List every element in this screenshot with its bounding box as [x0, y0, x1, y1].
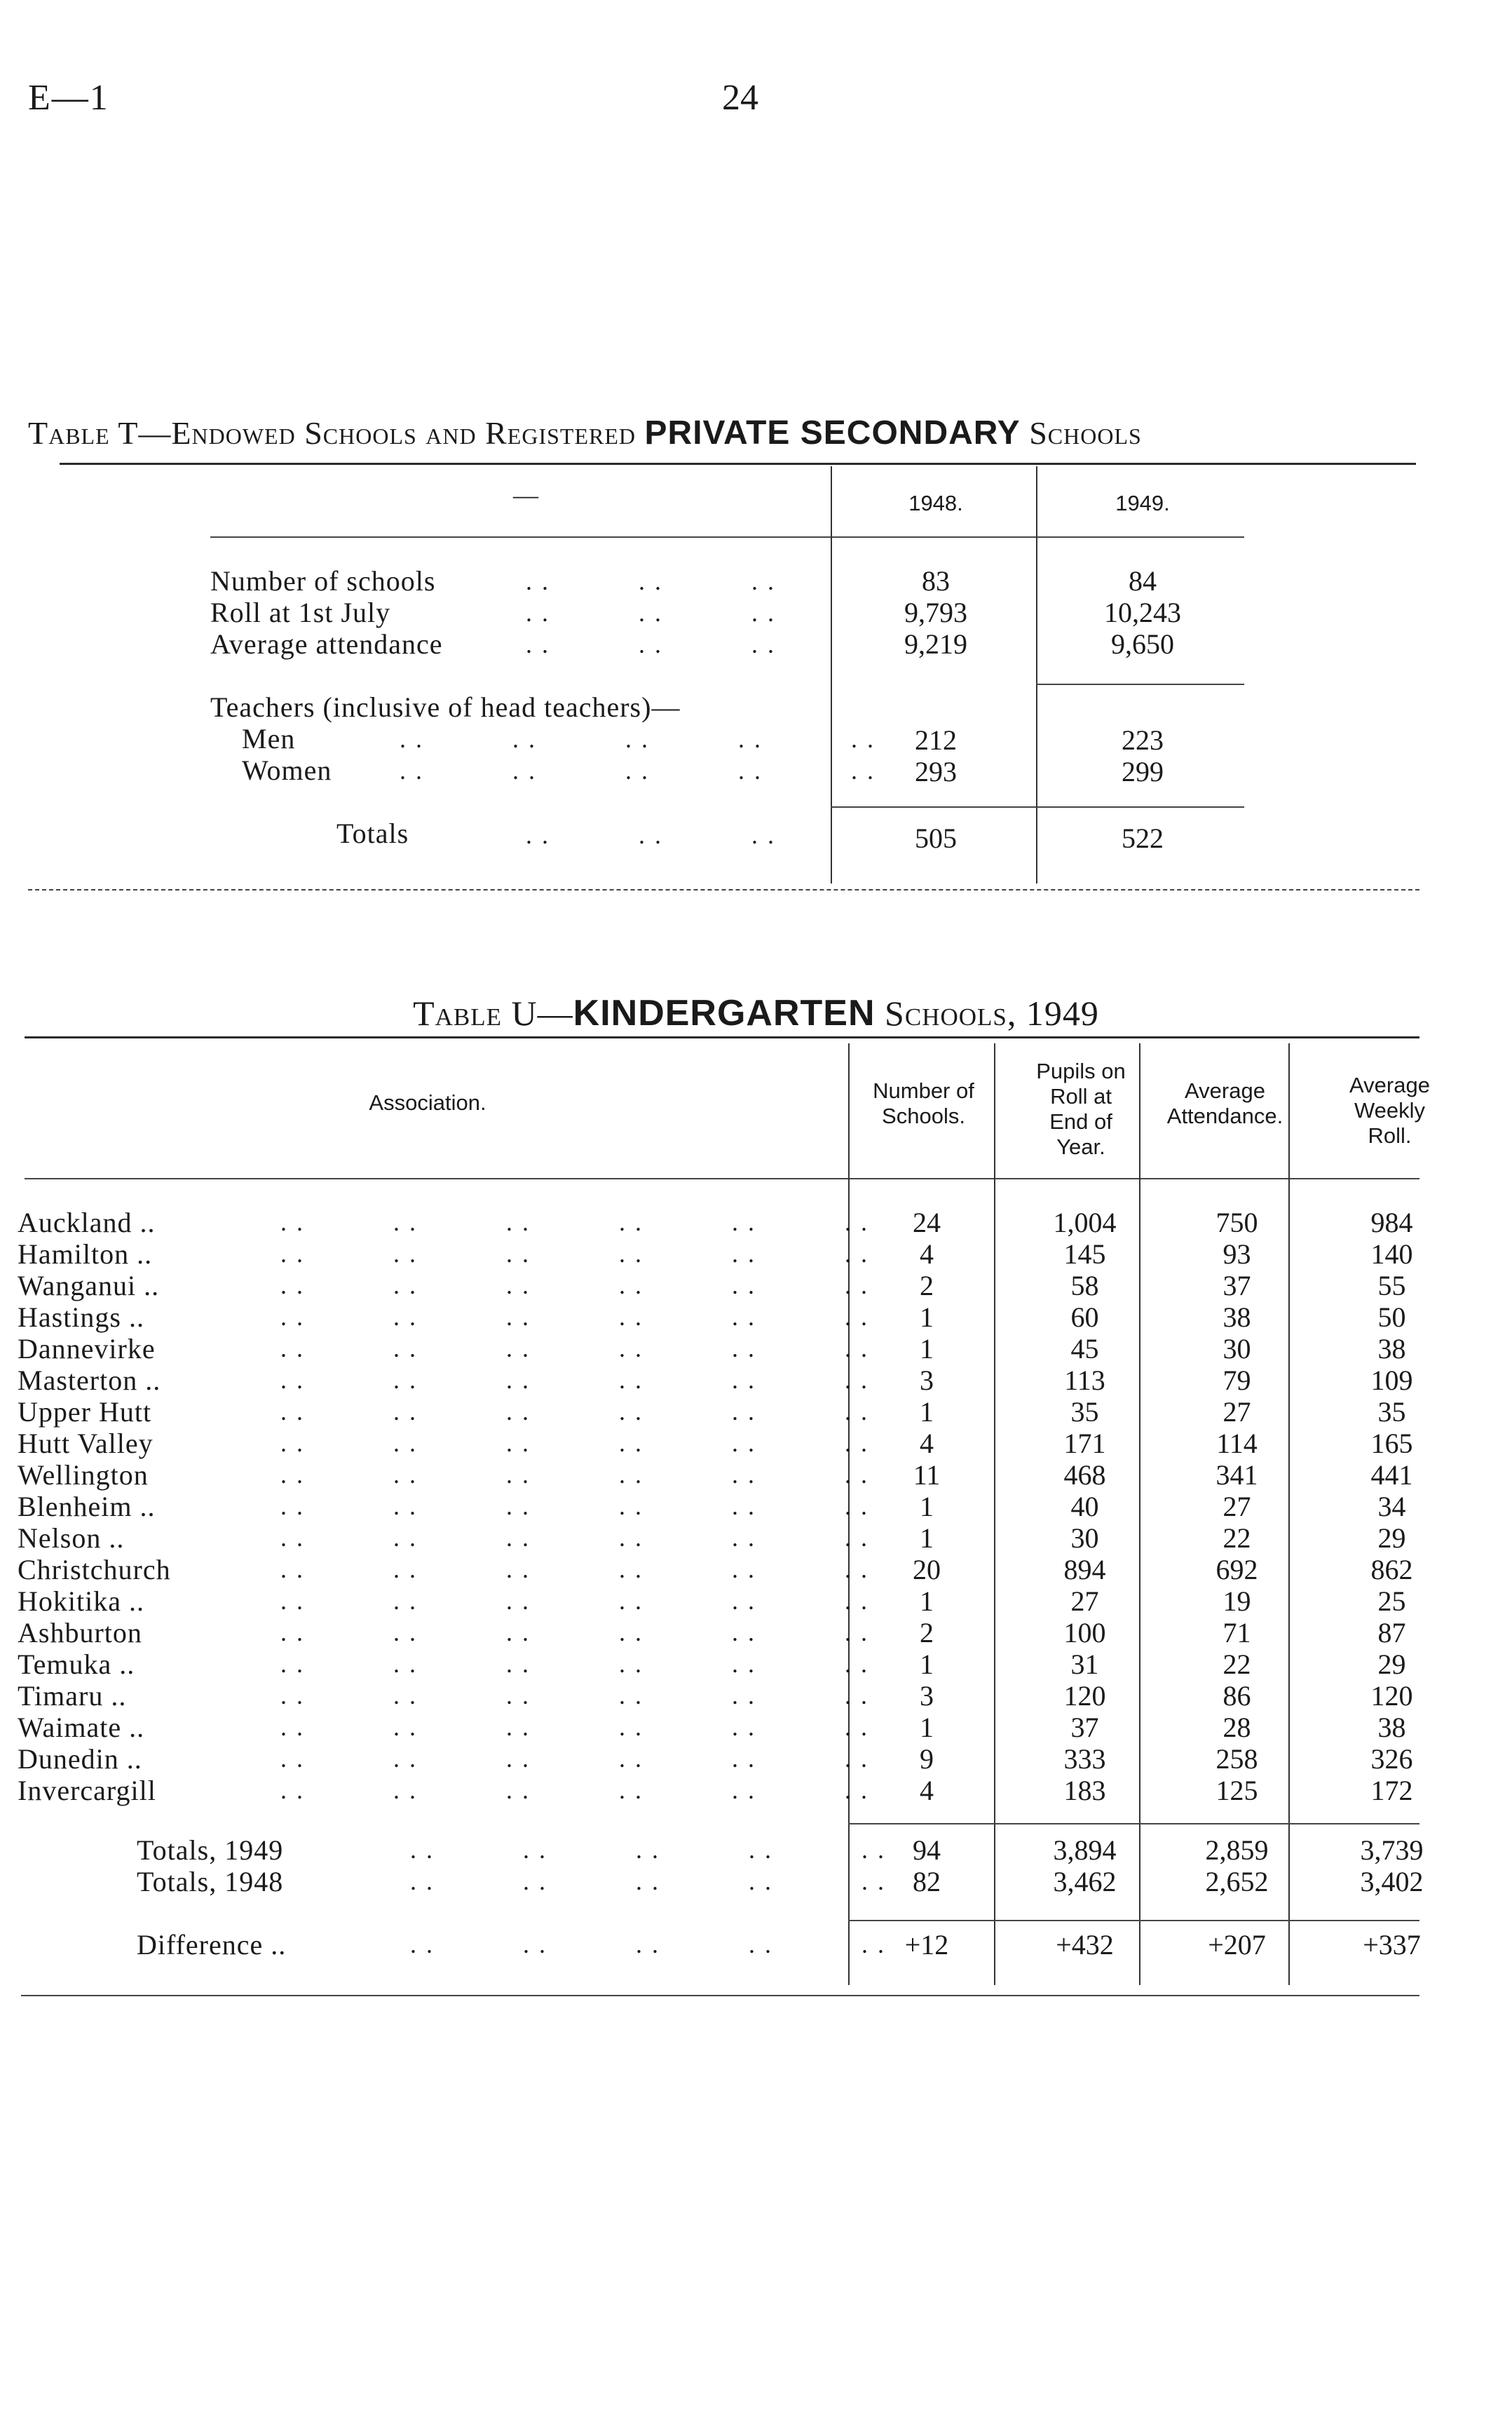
cell-schools: 20	[913, 1554, 941, 1585]
cell-pupils: 100	[1063, 1617, 1106, 1648]
cell-schools: 4	[920, 1775, 934, 1806]
cell-attendance: 19	[1222, 1585, 1251, 1617]
table-row	[0, 1490, 1512, 1522]
header-line: Pupils on	[1036, 1059, 1126, 1083]
cell-schools: 1	[920, 1712, 934, 1743]
table-t-row-label: Average attendance	[210, 628, 443, 660]
cell-pupils: 183	[1063, 1775, 1106, 1806]
cell-pupils: 3,894	[1053, 1834, 1117, 1866]
cell-attendance: 341	[1215, 1459, 1258, 1491]
row-label: Nelson ..	[18, 1522, 125, 1554]
cell-pupils: 58	[1070, 1270, 1099, 1301]
leader-dots: .. .. .. .. ..	[410, 1930, 894, 1958]
header-line: Schools.	[882, 1104, 965, 1128]
table-row	[0, 1679, 1512, 1711]
table-t-bottom-rule	[28, 889, 1419, 891]
cell-schools: 1	[920, 1491, 934, 1522]
table-row	[0, 1364, 1512, 1395]
cell-schools: 82	[913, 1866, 941, 1897]
table-t-title	[28, 414, 1142, 452]
cell-attendance: 2,652	[1205, 1866, 1269, 1897]
cell-attendance: 86	[1222, 1680, 1251, 1712]
cell-attendance: 27	[1222, 1396, 1251, 1428]
table-t-totals-label: Totals	[336, 818, 409, 849]
header-line: Weekly	[1354, 1098, 1426, 1123]
leader-dots: .. .. .. .. .. ..	[280, 1776, 877, 1804]
leader-dots: .. .. .. .. ..	[400, 757, 883, 785]
row-label: Totals, 1949	[137, 1834, 284, 1866]
table-row	[0, 1332, 1512, 1364]
table-u-totals-rule	[848, 1823, 1419, 1824]
table-row	[0, 1834, 1512, 1865]
leader-dots: .. .. .. .. ..	[410, 1836, 894, 1864]
header-line: Roll.	[1368, 1123, 1412, 1148]
table-t-title-part2: Schools	[1020, 415, 1142, 451]
table-row	[0, 1522, 1512, 1553]
leader-dots: .. .. .. .. .. ..	[280, 1334, 877, 1362]
leader-dots: .. .. .. .. .. ..	[280, 1650, 877, 1678]
table-t-cell: 9,650	[1111, 628, 1174, 660]
cell-pupils: 145	[1063, 1238, 1106, 1270]
table-t-row-label: Men	[242, 723, 296, 754]
cell-weekly: 140	[1370, 1238, 1413, 1270]
leader-dots: .. .. .. .. .. ..	[280, 1366, 877, 1394]
table-u-title-part1: Table U—	[413, 994, 573, 1033]
header-line: Roll at	[1050, 1084, 1112, 1109]
table-row	[0, 1269, 1512, 1301]
table-u-header-rule	[25, 1178, 1419, 1179]
table-row	[0, 1585, 1512, 1616]
leader-dots: .. .. .. .. .. ..	[280, 1240, 877, 1268]
leader-dots: .. .. .. .. .. ..	[280, 1555, 877, 1583]
table-t-cell: 299	[1122, 756, 1164, 787]
table-row	[0, 1238, 1512, 1269]
cell-weekly: 29	[1377, 1648, 1406, 1680]
cell-pupils: 113	[1064, 1365, 1105, 1396]
cell-weekly: 984	[1370, 1207, 1413, 1238]
cell-weekly: 3,402	[1360, 1866, 1424, 1897]
cell-weekly: 34	[1377, 1491, 1406, 1522]
page-id: E—1	[28, 78, 109, 118]
table-t-top-rule	[60, 463, 1416, 465]
cell-weekly: 87	[1377, 1617, 1406, 1648]
table-row	[0, 1648, 1512, 1679]
cell-weekly: 120	[1370, 1680, 1413, 1712]
row-label: Auckland ..	[18, 1207, 156, 1238]
leader-dots: .. .. .. .. .. ..	[280, 1492, 877, 1520]
table-u-title	[0, 992, 1512, 1034]
cell-weekly: 55	[1377, 1270, 1406, 1301]
cell-attendance: 79	[1222, 1365, 1251, 1396]
table-t-cell: 522	[1122, 822, 1164, 854]
table-u-header-schools	[852, 1078, 995, 1129]
cell-weekly: 38	[1377, 1333, 1406, 1365]
row-label: Hutt Valley	[18, 1428, 154, 1459]
leader-dots: .. .. .. .. .. ..	[280, 1397, 877, 1426]
table-t-row-label: Roll at 1st July	[210, 597, 391, 628]
cell-schools: 11	[913, 1459, 941, 1491]
leader-dots: .. .. .. .. .. ..	[280, 1587, 877, 1615]
cell-attendance: 258	[1215, 1743, 1258, 1775]
table-t-cell: 9,793	[904, 597, 967, 628]
leader-dots: .. .. .. .. .. ..	[280, 1681, 877, 1709]
cell-weekly: 25	[1377, 1585, 1406, 1617]
cell-weekly: 172	[1370, 1775, 1413, 1806]
table-row	[0, 1427, 1512, 1458]
leader-dots: .. .. ..	[526, 821, 784, 849]
cell-weekly: 441	[1370, 1459, 1413, 1491]
cell-schools: +12	[904, 1929, 949, 1961]
leader-dots: .. .. .. .. .. ..	[280, 1745, 877, 1773]
row-label: Dannevirke	[18, 1333, 156, 1365]
header-line: Attendance.	[1166, 1104, 1283, 1128]
cell-pupils: 60	[1070, 1301, 1099, 1333]
cell-weekly: 35	[1377, 1396, 1406, 1428]
cell-pupils: 120	[1063, 1680, 1106, 1712]
table-row	[0, 1711, 1512, 1742]
table-u-bottom-rule	[21, 1995, 1419, 1996]
leader-dots: .. .. .. .. .. ..	[280, 1524, 877, 1552]
cell-weekly: 29	[1377, 1522, 1406, 1554]
row-label: Masterton ..	[18, 1365, 161, 1396]
cell-attendance: 28	[1222, 1712, 1251, 1743]
table-u-title-part2: Schools, 1949	[875, 994, 1099, 1033]
row-label: Wanganui ..	[18, 1270, 160, 1301]
leader-dots: .. .. ..	[526, 567, 784, 595]
row-label: Waimate ..	[18, 1712, 145, 1743]
row-label: Totals, 1948	[137, 1866, 284, 1897]
leader-dots: .. .. .. .. ..	[400, 725, 883, 753]
cell-attendance: 30	[1222, 1333, 1251, 1365]
cell-attendance: 125	[1215, 1775, 1258, 1806]
cell-pupils: 31	[1070, 1648, 1099, 1680]
cell-attendance: 27	[1222, 1491, 1251, 1522]
table-t-cell: 505	[915, 822, 957, 854]
row-label: Difference ..	[137, 1929, 287, 1961]
cell-attendance: 750	[1215, 1207, 1258, 1238]
table-row	[0, 1742, 1512, 1774]
table-u-title-bold: KINDERGARTEN	[573, 993, 876, 1034]
cell-pupils: 45	[1070, 1333, 1099, 1365]
table-t-title-part1: Table T—Endowed Schools and Registered	[28, 415, 645, 451]
table-t-row-label: Number of schools	[210, 565, 436, 597]
row-label: Hamilton ..	[18, 1238, 153, 1270]
leader-dots: .. .. .. .. ..	[410, 1867, 894, 1895]
page-number: 24	[722, 78, 758, 118]
table-t-cell: 223	[1122, 724, 1164, 756]
table-t-title-bold: PRIVATE SECONDARY	[644, 414, 1021, 452]
table-u-header-attendance	[1139, 1078, 1311, 1129]
cell-schools: 2	[920, 1617, 934, 1648]
row-label: Wellington	[18, 1459, 149, 1491]
cell-weekly: 38	[1377, 1712, 1406, 1743]
table-row	[0, 1865, 1512, 1897]
row-label: Christchurch	[18, 1554, 171, 1585]
cell-pupils: 40	[1070, 1491, 1099, 1522]
cell-pupils: 27	[1070, 1585, 1099, 1617]
cell-pupils: 30	[1070, 1522, 1099, 1554]
header-line: Average	[1349, 1073, 1430, 1097]
cell-schools: 9	[920, 1743, 934, 1775]
header-line: Average	[1185, 1078, 1265, 1103]
cell-attendance: 37	[1222, 1270, 1251, 1301]
leader-dots: .. .. .. .. .. ..	[280, 1303, 877, 1331]
cell-schools: 4	[920, 1428, 934, 1459]
header-line: Year.	[1056, 1135, 1105, 1159]
cell-schools: 2	[920, 1270, 934, 1301]
table-t-header-rule	[210, 536, 1244, 538]
row-label: Invercargill	[18, 1775, 156, 1806]
table-row	[0, 1395, 1512, 1427]
cell-attendance: 692	[1215, 1554, 1258, 1585]
cell-pupils: 35	[1070, 1396, 1099, 1428]
table-t-row-label: Women	[242, 754, 332, 786]
cell-schools: 1	[920, 1396, 934, 1428]
cell-weekly: 109	[1370, 1365, 1413, 1396]
table-t-mid-rule	[1036, 684, 1244, 685]
row-label: Temuka ..	[18, 1648, 135, 1680]
cell-pupils: 171	[1063, 1428, 1106, 1459]
cell-schools: 3	[920, 1365, 934, 1396]
leader-dots: .. .. .. .. .. ..	[280, 1271, 877, 1299]
row-label: Dunedin ..	[18, 1743, 142, 1775]
table-t-col-1948: 1948.	[908, 491, 963, 515]
cell-pupils: 3,462	[1053, 1866, 1117, 1897]
cell-pupils: 468	[1063, 1459, 1106, 1491]
cell-attendance: 38	[1222, 1301, 1251, 1333]
table-u-header-association: Association.	[369, 1090, 486, 1115]
cell-weekly: +337	[1363, 1929, 1421, 1961]
cell-pupils: 894	[1063, 1554, 1106, 1585]
table-t-cell: 84	[1129, 565, 1157, 597]
header-line: End of	[1049, 1109, 1112, 1134]
cell-pupils: 37	[1070, 1712, 1099, 1743]
cell-schools: 1	[920, 1585, 934, 1617]
cell-attendance: 114	[1216, 1428, 1258, 1459]
cell-weekly: 326	[1370, 1743, 1413, 1775]
cell-schools: 1	[920, 1333, 934, 1365]
row-label: Ashburton	[18, 1617, 142, 1648]
cell-weekly: 165	[1370, 1428, 1413, 1459]
leader-dots: .. .. .. .. .. ..	[280, 1208, 877, 1236]
cell-attendance: 2,859	[1205, 1834, 1269, 1866]
cell-schools: 4	[920, 1238, 934, 1270]
table-row	[0, 1206, 1512, 1238]
cell-schools: 94	[913, 1834, 941, 1866]
table-t-teachers-heading: Teachers (inclusive of head teachers)—	[210, 691, 681, 723]
table-row	[0, 1458, 1512, 1490]
table-t-header-dash: —	[513, 481, 538, 509]
cell-schools: 1	[920, 1648, 934, 1680]
cell-pupils: 333	[1063, 1743, 1106, 1775]
row-label: Blenheim ..	[18, 1491, 156, 1522]
cell-schools: 24	[913, 1207, 941, 1238]
cell-pupils: 1,004	[1053, 1207, 1117, 1238]
table-t-totals-rule	[831, 806, 1244, 808]
table-t-col-1949: 1949.	[1115, 491, 1170, 515]
row-label: Hokitika ..	[18, 1585, 144, 1617]
table-row	[0, 1616, 1512, 1648]
table-row	[0, 1774, 1512, 1806]
cell-weekly: 3,739	[1360, 1834, 1424, 1866]
table-u-difference-rule	[848, 1920, 1419, 1921]
cell-schools: 3	[920, 1680, 934, 1712]
leader-dots: .. .. .. .. .. ..	[280, 1618, 877, 1646]
row-label: Upper Hutt	[18, 1396, 152, 1428]
header-line: Number of	[873, 1078, 974, 1103]
cell-attendance: 71	[1222, 1617, 1251, 1648]
table-t-col-rule-2	[1036, 466, 1037, 883]
table-t-cell: 212	[915, 724, 957, 756]
table-t-cell: 10,243	[1104, 597, 1181, 628]
table-t-cell: 293	[915, 756, 957, 787]
table-row	[0, 1553, 1512, 1585]
leader-dots: .. .. .. .. .. ..	[280, 1429, 877, 1457]
cell-weekly: 50	[1377, 1301, 1406, 1333]
table-t-cell: 83	[922, 565, 950, 597]
cell-attendance: 22	[1222, 1522, 1251, 1554]
leader-dots: .. .. .. .. .. ..	[280, 1461, 877, 1489]
cell-schools: 1	[920, 1301, 934, 1333]
table-row	[0, 1301, 1512, 1332]
table-u-top-rule	[25, 1036, 1419, 1038]
leader-dots: .. .. .. .. .. ..	[280, 1713, 877, 1741]
leader-dots: .. .. ..	[526, 630, 784, 658]
table-row	[0, 1928, 1512, 1960]
row-label: Hastings ..	[18, 1301, 144, 1333]
table-t-col-rule-1	[831, 466, 832, 883]
table-t-cell: 9,219	[904, 628, 967, 660]
table-u-header-weekly	[1304, 1073, 1476, 1149]
row-label: Timaru ..	[18, 1680, 127, 1712]
cell-weekly: 862	[1370, 1554, 1413, 1585]
cell-attendance: 22	[1222, 1648, 1251, 1680]
cell-attendance: +207	[1208, 1929, 1266, 1961]
leader-dots: .. .. ..	[526, 599, 784, 627]
cell-schools: 1	[920, 1522, 934, 1554]
cell-pupils: +432	[1056, 1929, 1114, 1961]
cell-attendance: 93	[1222, 1238, 1251, 1270]
